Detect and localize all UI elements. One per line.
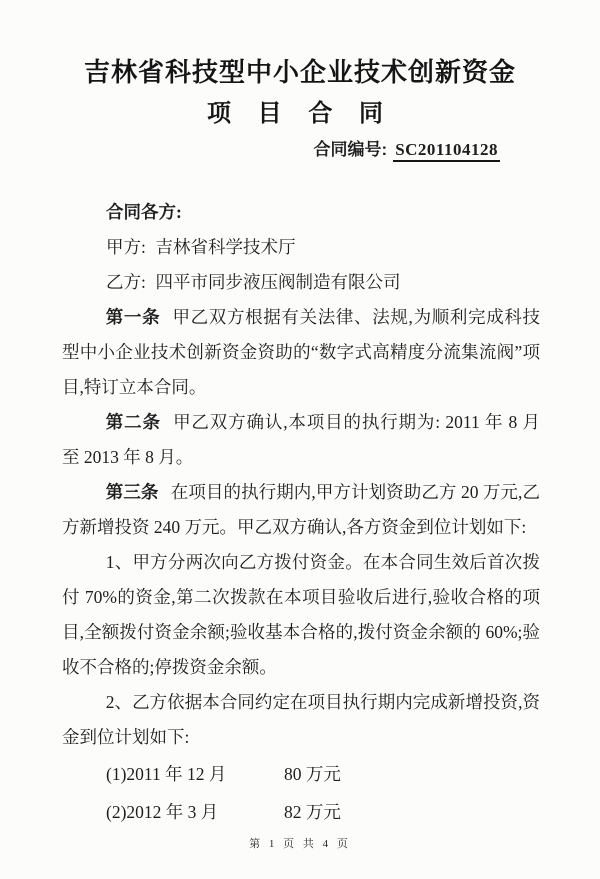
- clause-1-number: 第一条: [105, 307, 161, 327]
- contract-number-value: SC201104128: [393, 140, 500, 162]
- schedule-row-1: [62, 755, 540, 793]
- schedule-row-2: [62, 793, 540, 831]
- party-a-label: 甲方:: [106, 237, 146, 257]
- party-b-name: 四平市同步液压阀制造有限公司: [155, 272, 401, 292]
- clause-3: [62, 475, 540, 545]
- item-1: 1、甲方分两次向乙方拨付资金。在本合同生效后首次拨付 70%的资金,第二次拨款在本项目验收后进行,验收合格的项目,全额拨付资金余额;验收基本合格的,拨付资金余额的 60%;验收不合格的;停拨资金余额。: [62, 552, 540, 677]
- schedule-2-amount: 82 万元: [284, 802, 341, 822]
- page-indicator: 第 1 页 共 4 页: [249, 838, 351, 850]
- clause-1: [62, 300, 540, 405]
- schedule-2-date: (2)2012 年 3 月: [106, 802, 219, 822]
- party-b-label: 乙方:: [106, 272, 146, 292]
- clause-1-text: 甲乙双方根据有关法律、法规,为顺利完成科技型中小企业技术创新资金资助的“数字式高精度分流集流阀”项目,特订立本合同。: [62, 307, 541, 397]
- contract-number-label: 合同编号:: [313, 140, 388, 159]
- doc-title-line2: 项 目 合 同: [206, 100, 393, 127]
- clause-2-text: 甲乙双方确认,本项目的执行期为: 2011 年 8 月 至 2013 年 8 月。: [62, 412, 541, 467]
- party-a-name: 吉林省科学技术厅: [155, 237, 296, 257]
- item-2: 2、乙方依据本合同约定在项目执行期内完成新增投资,资金到位计划如下:: [62, 692, 540, 747]
- doc-title-line1: 吉林省科技型中小企业技术创新资金: [83, 57, 516, 87]
- schedule-1-date: (1)2011 年 12 月: [106, 764, 227, 784]
- contract-number-line: [0, 137, 600, 163]
- clause-3-number: 第三条: [105, 482, 159, 502]
- party-b-line: [62, 265, 540, 300]
- parties-heading: 合同各方:: [106, 202, 182, 222]
- clause-2-number: 第二条: [105, 412, 161, 432]
- clause-3-text: 在项目的执行期内,甲方计划资助乙方 20 万元,乙方新增投资 240 万元。甲乙双方确认,各方资金到位计划如下:: [62, 482, 541, 537]
- clause-2: [62, 405, 540, 475]
- schedule-1-amount: 80 万元: [284, 764, 341, 784]
- party-a-line: [62, 230, 540, 265]
- contract-body: [62, 195, 540, 831]
